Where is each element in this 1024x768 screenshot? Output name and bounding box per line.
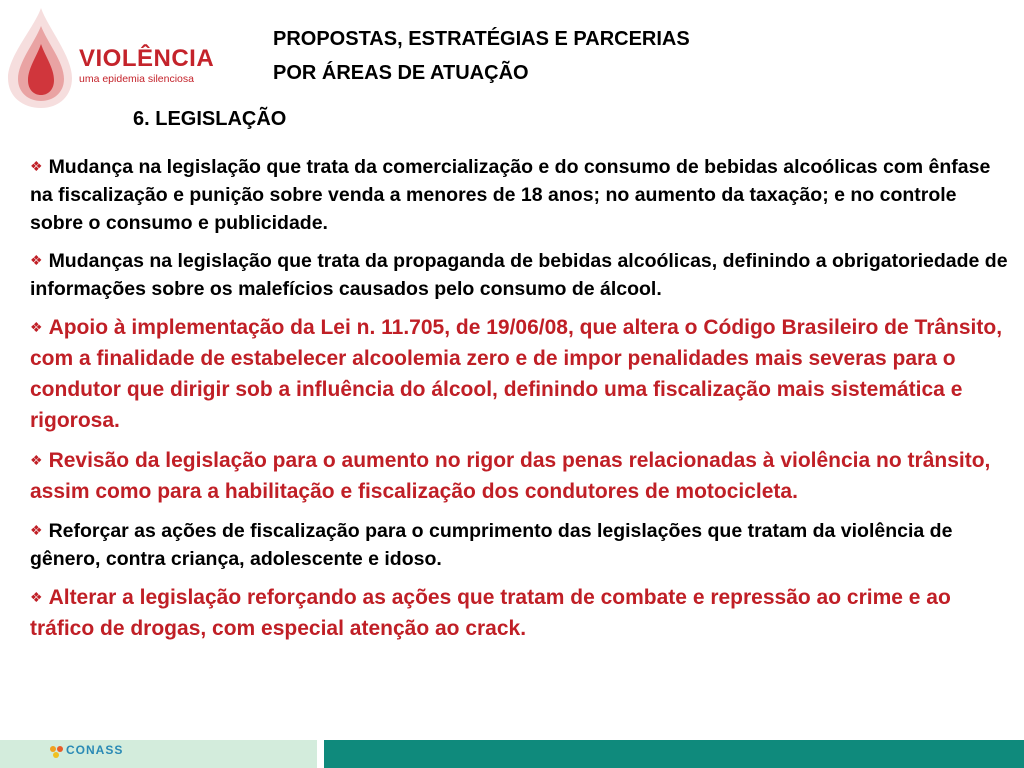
brand-subtitle: uma epidemia silenciosa (79, 73, 194, 85)
blood-drop-icon (4, 6, 74, 110)
list-item (30, 516, 1008, 573)
diamond-bullet-icon: ❖ (30, 158, 43, 174)
violencia-logo (4, 6, 224, 110)
proposal-list (30, 152, 1008, 653)
page-title (273, 22, 690, 90)
diamond-bullet-icon: ❖ (30, 452, 43, 468)
diamond-bullet-icon: ❖ (30, 319, 43, 335)
footer-left-band (0, 740, 317, 768)
list-item (30, 445, 1008, 507)
diamond-bullet-icon: ❖ (30, 252, 43, 268)
list-item (30, 152, 1008, 237)
diamond-bullet-icon: ❖ (30, 589, 43, 605)
page-title-line-1: PROPOSTAS, ESTRATÉGIAS E PARCERIAS (273, 28, 690, 50)
page-title-line-2: POR ÁREAS DE ATUAÇÃO (273, 62, 529, 84)
list-item-text: Mudanças na legislação que trata da propaganda de bebidas alcoólicas, definindo a obrigatoriedade de informações sobre os malefícios causados pelo consumo de álcool. (30, 250, 1008, 300)
conass-logo-icon (48, 744, 66, 762)
list-item (30, 312, 1008, 436)
list-item-text: Apoio à implementação da Lei n. 11.705, de 19/06/08, que altera o Código Brasileiro de Trânsito, com a finalidade de estabelecer alcoolemia zero e de impor penalidades mais severas para o condutor que dirigir sob a influência do álcool, definindo uma fiscalização mais sistemática e rigorosa. (30, 316, 1003, 432)
list-item (30, 246, 1008, 303)
list-item-text: Reforçar as ações de fiscalização para o cumprimento das legislações que tratam da violência de gênero, contra criança, adolescente e idoso. (30, 520, 953, 570)
footer-right-band (324, 740, 1024, 768)
diamond-bullet-icon: ❖ (30, 522, 43, 538)
list-item-text: Alterar a legislação reforçando as ações que tratam de combate e repressão ao crime e ao tráfico de drogas, com especial atenção ao crack. (30, 586, 951, 640)
brand-title: VIOLÊNCIA (79, 45, 215, 72)
list-item-text: Mudança na legislação que trata da comercialização e do consumo de bebidas alcoólicas com ênfase na fiscalização e punição sobre venda a menores de 18 anos; no aumento da taxação; e no controle sobre o consumo e publicidade. (30, 156, 991, 234)
list-item (30, 582, 1008, 644)
list-item-text: Revisão da legislação para o aumento no rigor das penas relacionadas à violência no trânsito, assim como para a habilitação e fiscalização dos condutores de motocicleta. (30, 449, 991, 503)
section-title: 6. LEGISLAÇÃO (133, 108, 287, 130)
conass-logo-text: CONASS (66, 743, 124, 757)
